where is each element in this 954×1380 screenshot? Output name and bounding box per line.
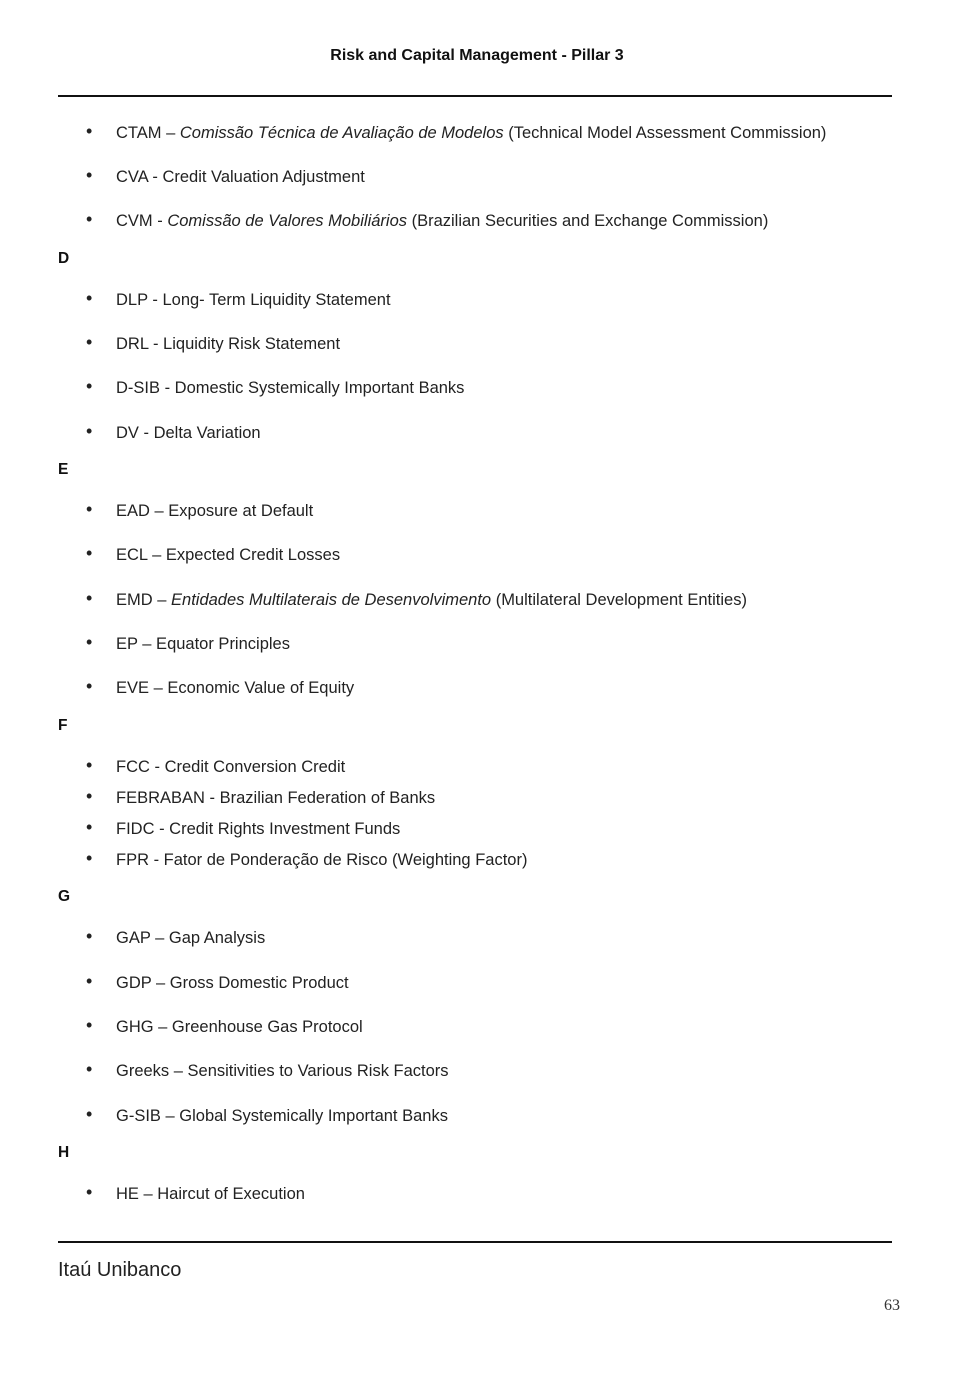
glossary-entry-gdp — [86, 971, 349, 993]
entry-abbr: GDP – Gross Domestic Product — [116, 974, 349, 992]
entry-abbr: Greeks – Sensitivities to Various Risk Factors — [116, 1062, 449, 1080]
glossary-entry-fidc — [86, 817, 401, 839]
entry-abbr: FCC - Credit Conversion Credit — [116, 758, 346, 776]
entry-italic: Entidades Multilaterais de Desenvolvimento — [171, 591, 492, 609]
glossary-entry-fpr — [86, 848, 528, 870]
glossary-entry-ead — [86, 499, 314, 521]
footer-company-name: Itaú Unibanco — [58, 1259, 182, 1281]
glossary-entry-gsib — [86, 1104, 448, 1126]
entry-rest: (Brazilian Securities and Exchange Commission) — [407, 212, 769, 230]
glossary-entry-dv — [86, 421, 261, 443]
entry-abbr: ECL – Expected Credit Losses — [116, 546, 341, 564]
bullet-icon: • — [86, 786, 93, 806]
bullet-icon: • — [86, 376, 93, 396]
glossary-entry-dsib — [86, 376, 465, 398]
glossary-entry-ecl — [86, 543, 341, 565]
entry-abbr: CVA - Credit Valuation Adjustment — [116, 168, 365, 186]
bullet-icon: • — [86, 817, 93, 837]
glossary-entry-cva — [86, 165, 365, 187]
glossary-entry-he — [86, 1182, 305, 1204]
entry-abbr: FIDC - Credit Rights Investment Funds — [116, 820, 401, 838]
bullet-icon: • — [86, 209, 93, 229]
entry-abbr: HE – Haircut of Execution — [116, 1185, 305, 1203]
entry-abbr: GHG – Greenhouse Gas Protocol — [116, 1018, 363, 1036]
bullet-icon: • — [86, 332, 93, 352]
section-letter-d: D — [58, 250, 70, 267]
bullet-icon: • — [86, 288, 93, 308]
entry-abbr: EMD – — [116, 591, 172, 609]
page-number: 63 — [884, 1297, 900, 1314]
entry-abbr: GAP – Gap Analysis — [116, 929, 266, 947]
entry-abbr: DV - Delta Variation — [116, 424, 261, 442]
entry-abbr: EVE – Economic Value of Equity — [116, 679, 355, 697]
bullet-icon: • — [86, 499, 93, 519]
glossary-entry-cvm — [86, 209, 769, 231]
glossary-entry-ep — [86, 632, 290, 654]
entry-rest: (Multilateral Development Entities) — [491, 591, 747, 609]
entry-rest: (Technical Model Assessment Commission) — [503, 124, 827, 142]
glossary-entry-dlp — [86, 288, 391, 310]
bullet-icon: • — [86, 971, 93, 991]
glossary-entry-emd — [86, 588, 747, 610]
entry-abbr: EP – Equator Principles — [116, 635, 290, 653]
entry-italic: Comissão de Valores Mobiliários — [167, 212, 407, 230]
bullet-icon: • — [86, 421, 93, 441]
footer-divider — [58, 1241, 892, 1243]
entry-abbr: FPR - Fator de Ponderação de Risco (Weighting Factor) — [116, 851, 528, 869]
entry-abbr: D-SIB - Domestic Systemically Important Banks — [116, 379, 465, 397]
section-letter-f: F — [58, 717, 68, 734]
entry-italic: Comissão Técnica de Avaliação de Modelos — [179, 124, 504, 142]
bullet-icon: • — [86, 848, 93, 868]
glossary-entry-eve — [86, 676, 355, 698]
bullet-icon: • — [86, 165, 93, 185]
glossary-entry-gap — [86, 926, 266, 948]
entry-abbr: DRL - Liquidity Risk Statement — [116, 335, 341, 353]
bullet-icon: • — [86, 926, 93, 946]
bullet-icon: • — [86, 755, 93, 775]
glossary-entry-greeks — [86, 1059, 449, 1081]
bullet-icon: • — [86, 1015, 93, 1035]
entry-abbr: EAD – Exposure at Default — [116, 502, 314, 520]
glossary-entry-febraban — [86, 786, 436, 808]
bullet-icon: • — [86, 543, 93, 563]
header-divider — [58, 95, 892, 97]
glossary-entry-drl — [86, 332, 341, 354]
bullet-icon: • — [86, 588, 93, 608]
section-letter-e: E — [58, 461, 69, 478]
entry-abbr: CTAM – — [116, 124, 180, 142]
section-letter-g: G — [58, 888, 71, 905]
glossary-entry-ctam — [86, 121, 827, 143]
page-header-title: Risk and Capital Management - Pillar 3 — [330, 47, 624, 64]
entry-abbr: CVM - — [116, 212, 168, 230]
entry-abbr: G-SIB – Global Systemically Important Banks — [116, 1107, 448, 1125]
bullet-icon: • — [86, 632, 93, 652]
entry-abbr: DLP - Long- Term Liquidity Statement — [116, 291, 391, 309]
bullet-icon: • — [86, 1182, 93, 1202]
entry-abbr: FEBRABAN - Brazilian Federation of Banks — [116, 789, 436, 807]
section-letter-h: H — [58, 1144, 70, 1161]
glossary-entry-ghg — [86, 1015, 363, 1037]
glossary-entry-fcc — [86, 755, 346, 777]
bullet-icon: • — [86, 676, 93, 696]
bullet-icon: • — [86, 121, 93, 141]
bullet-icon: • — [86, 1059, 93, 1079]
bullet-icon: • — [86, 1104, 93, 1124]
